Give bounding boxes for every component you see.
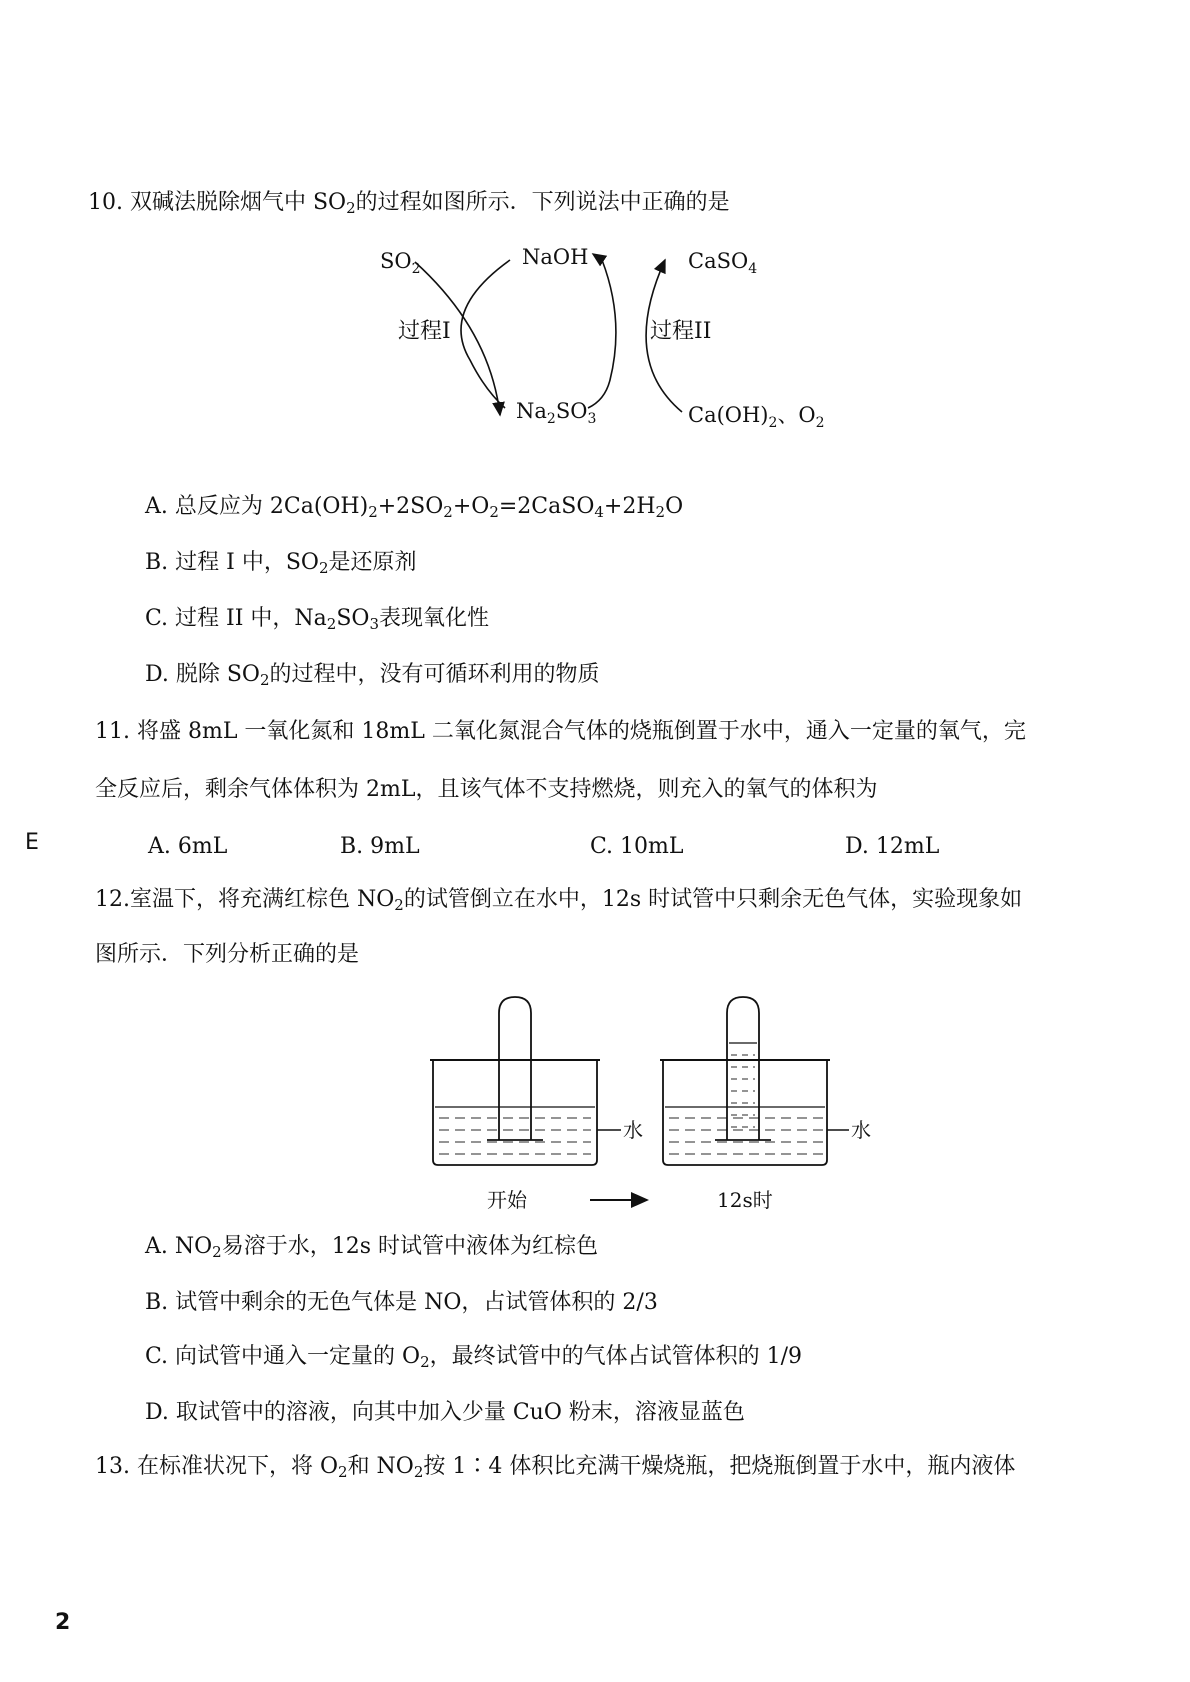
q10-cycle-diagram xyxy=(370,240,890,450)
q10-option-a: A. 总反应为 $2Ca(OH)_2+2SO_2+O_2=2CaSO_4+2H_2O$ xyxy=(145,494,684,521)
label-naoh: NaOH xyxy=(522,245,589,269)
q12-line-1: 12.室温下，将充满红棕色 $NO_2$的试管倒立在水中，12s 时试管中只剩余无色气体，实验现象如 xyxy=(95,887,1023,914)
water-label-start: 水 xyxy=(623,1118,643,1142)
water-label-end: 水 xyxy=(851,1118,871,1142)
q10-option-b: B. 过程 I 中，$SO_2$是还原剂 xyxy=(145,550,417,577)
q10-option-d: D. 脱除 $SO_2$的过程中，没有可循环利用的物质 xyxy=(145,662,600,689)
page-number: 2 xyxy=(55,1610,71,1635)
margin-mark: E xyxy=(25,830,39,855)
label-process-2: 过程II xyxy=(650,319,712,344)
label-process-1: 过程I xyxy=(398,319,451,344)
q11-option-b: B. 9mL xyxy=(340,834,420,859)
q12-option-a: A. $NO_2$易溶于水，12s 时试管中液体为红棕色 xyxy=(145,1234,598,1261)
beaker-end xyxy=(660,997,871,1165)
q12-line-2: 图所示．下列分析正确的是 xyxy=(95,942,360,967)
caption-start: 开始 xyxy=(487,1188,527,1212)
arc-na2so3-to-naoh xyxy=(461,260,510,408)
arc-naoh-return xyxy=(588,260,616,408)
q12-apparatus-diagram xyxy=(425,995,905,1215)
label-caoh2-o2: $Ca(OH)_2$、$O_2$ xyxy=(688,403,825,431)
label-so2: $SO_2$ xyxy=(380,249,421,277)
label-na2so3: $Na_2SO_3$ xyxy=(516,399,597,427)
beaker-start xyxy=(430,997,643,1165)
q11-option-c: C. 10mL xyxy=(590,834,684,859)
q11-option-d: D. 12mL xyxy=(845,834,940,859)
q11-line-1: 11. 将盛 8mL 一氧化氮和 18mL 二氧化氮混合气体的烧瓶倒置于水中，通入一定量的氧气，完 xyxy=(95,719,1026,744)
q12-option-c: C. 向试管中通入一定量的 $O_2$，最终试管中的气体占试管体积的 1/9 xyxy=(145,1344,803,1371)
q12-option-d: D. 取试管中的溶液，向其中加入少量 CuO 粉末，溶液显蓝色 xyxy=(145,1400,745,1425)
label-caso4: CaSO$_4$ xyxy=(688,249,758,277)
q10-option-c: C. 过程 II 中，$Na_2SO_3$表现氧化性 xyxy=(145,606,489,633)
q12-option-b: B. 试管中剩余的无色气体是 NO，占试管体积的 2/3 xyxy=(145,1290,658,1315)
q11-option-a: A. 6mL xyxy=(148,834,228,859)
q13-line-1: 13. 在标准状况下，将 $O_2$和 $NO_2$按 1∶4 体积比充满干燥烧瓶，把烧瓶倒置于水中，瓶内液体 xyxy=(95,1454,1016,1481)
arrow-naoh-head xyxy=(593,254,602,260)
q10-stem: 10. 双碱法脱除烟气中 $SO_2$的过程如图所示．下列说法中正确的是 xyxy=(88,190,730,217)
caption-end: 12s时 xyxy=(717,1188,773,1212)
q11-line-2: 全反应后，剩余气体体积为 2mL，且该气体不支持燃烧，则充入的氧气的体积为 xyxy=(95,777,878,802)
